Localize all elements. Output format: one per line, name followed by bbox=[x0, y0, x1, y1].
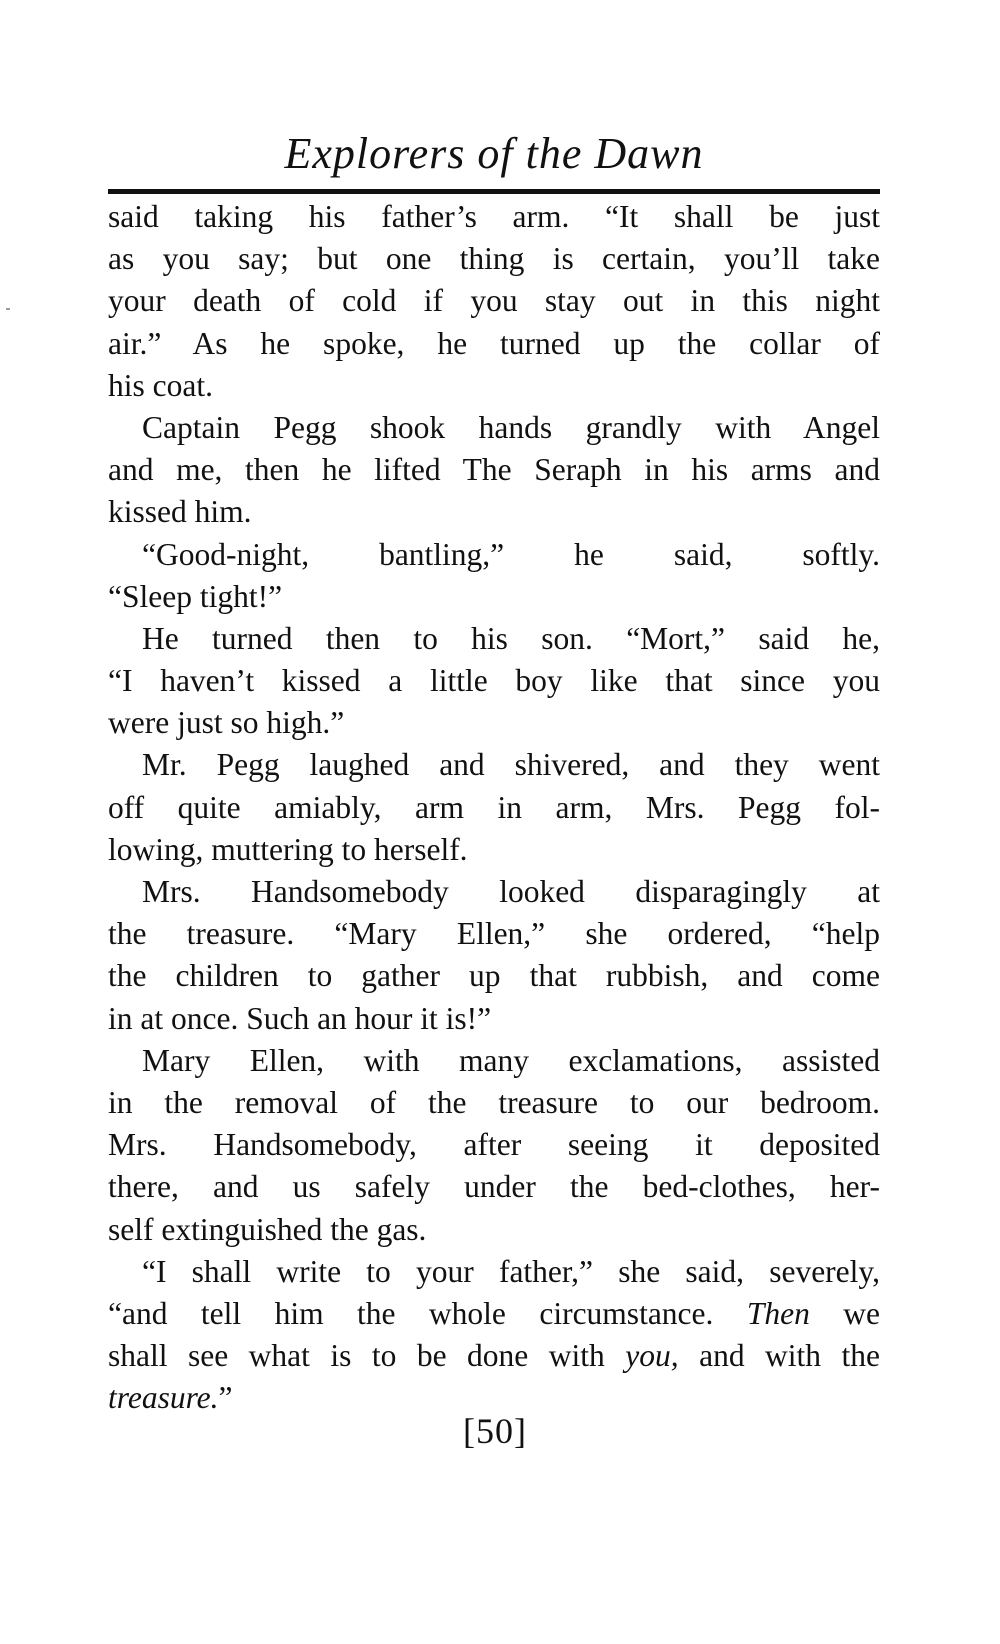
page-number: [50] bbox=[463, 1411, 527, 1451]
body-text bbox=[108, 196, 880, 1419]
text-line: air.” As he spoke, he turned up the collar of bbox=[108, 325, 880, 361]
text-line: shall see what is to be done with you, and with the bbox=[108, 1338, 881, 1374]
text-line: your death of cold if you stay out in this night bbox=[108, 283, 880, 319]
text-line: treasure.” bbox=[108, 1380, 233, 1416]
text-line: off quite amiably, arm in arm, Mrs. Pegg fol- bbox=[108, 789, 880, 825]
text-line: as you say; but one thing is certain, you’ll take bbox=[108, 241, 880, 277]
italic-emphasis: you, bbox=[625, 1338, 679, 1374]
text-line: “and tell him the whole circumstance. Then we bbox=[108, 1295, 880, 1331]
text-line: Mrs. Handsomebody, after seeing it deposited bbox=[108, 1127, 880, 1163]
text-line: the treasure. “Mary Ellen,” she ordered, “help bbox=[108, 916, 880, 952]
text-line: “I shall write to your father,” she said, severely, bbox=[142, 1253, 880, 1289]
running-head-title: Explorers of the Dawn bbox=[284, 129, 704, 178]
text-line: in the removal of the treasure to our bedroom. bbox=[108, 1084, 880, 1120]
text-line: Mary Ellen, with many exclamations, assisted bbox=[142, 1042, 880, 1078]
text-line: and me, then he lifted The Seraph in his arms and bbox=[108, 452, 880, 488]
text-line: lowing, muttering to herself. bbox=[108, 831, 468, 867]
text-line: his coat. bbox=[108, 367, 213, 403]
margin-speck bbox=[6, 308, 10, 310]
text-line: kissed him. bbox=[108, 494, 252, 530]
italic-emphasis: Then bbox=[746, 1295, 810, 1331]
text-line: self extinguished the gas. bbox=[108, 1211, 427, 1247]
text-line: He turned then to his son. “Mort,” said he, bbox=[142, 620, 880, 656]
italic-emphasis: treasure. bbox=[108, 1380, 219, 1416]
text-line: Mrs. Handsomebody looked disparagingly at bbox=[142, 874, 880, 909]
text-line: in at once. Such an hour it is!” bbox=[108, 1000, 492, 1036]
text-line: said taking his father’s arm. “It shall be just bbox=[108, 199, 880, 234]
text-line: Captain Pegg shook hands grandly with Angel bbox=[142, 409, 880, 445]
text-line: the children to gather up that rubbish, and come bbox=[108, 958, 880, 994]
text-line: Mr. Pegg laughed and shivered, and they went bbox=[142, 747, 880, 783]
text-line: “Sleep tight!” bbox=[108, 578, 283, 614]
header-rule bbox=[108, 189, 880, 194]
text-line: there, and us safely under the bed-clothes, her- bbox=[108, 1169, 880, 1205]
text-line: “I haven’t kissed a little boy like that since you bbox=[108, 663, 880, 699]
text-line: “Good-night, bantling,” he said, softly. bbox=[142, 536, 880, 572]
text-line: were just so high.” bbox=[108, 705, 345, 741]
